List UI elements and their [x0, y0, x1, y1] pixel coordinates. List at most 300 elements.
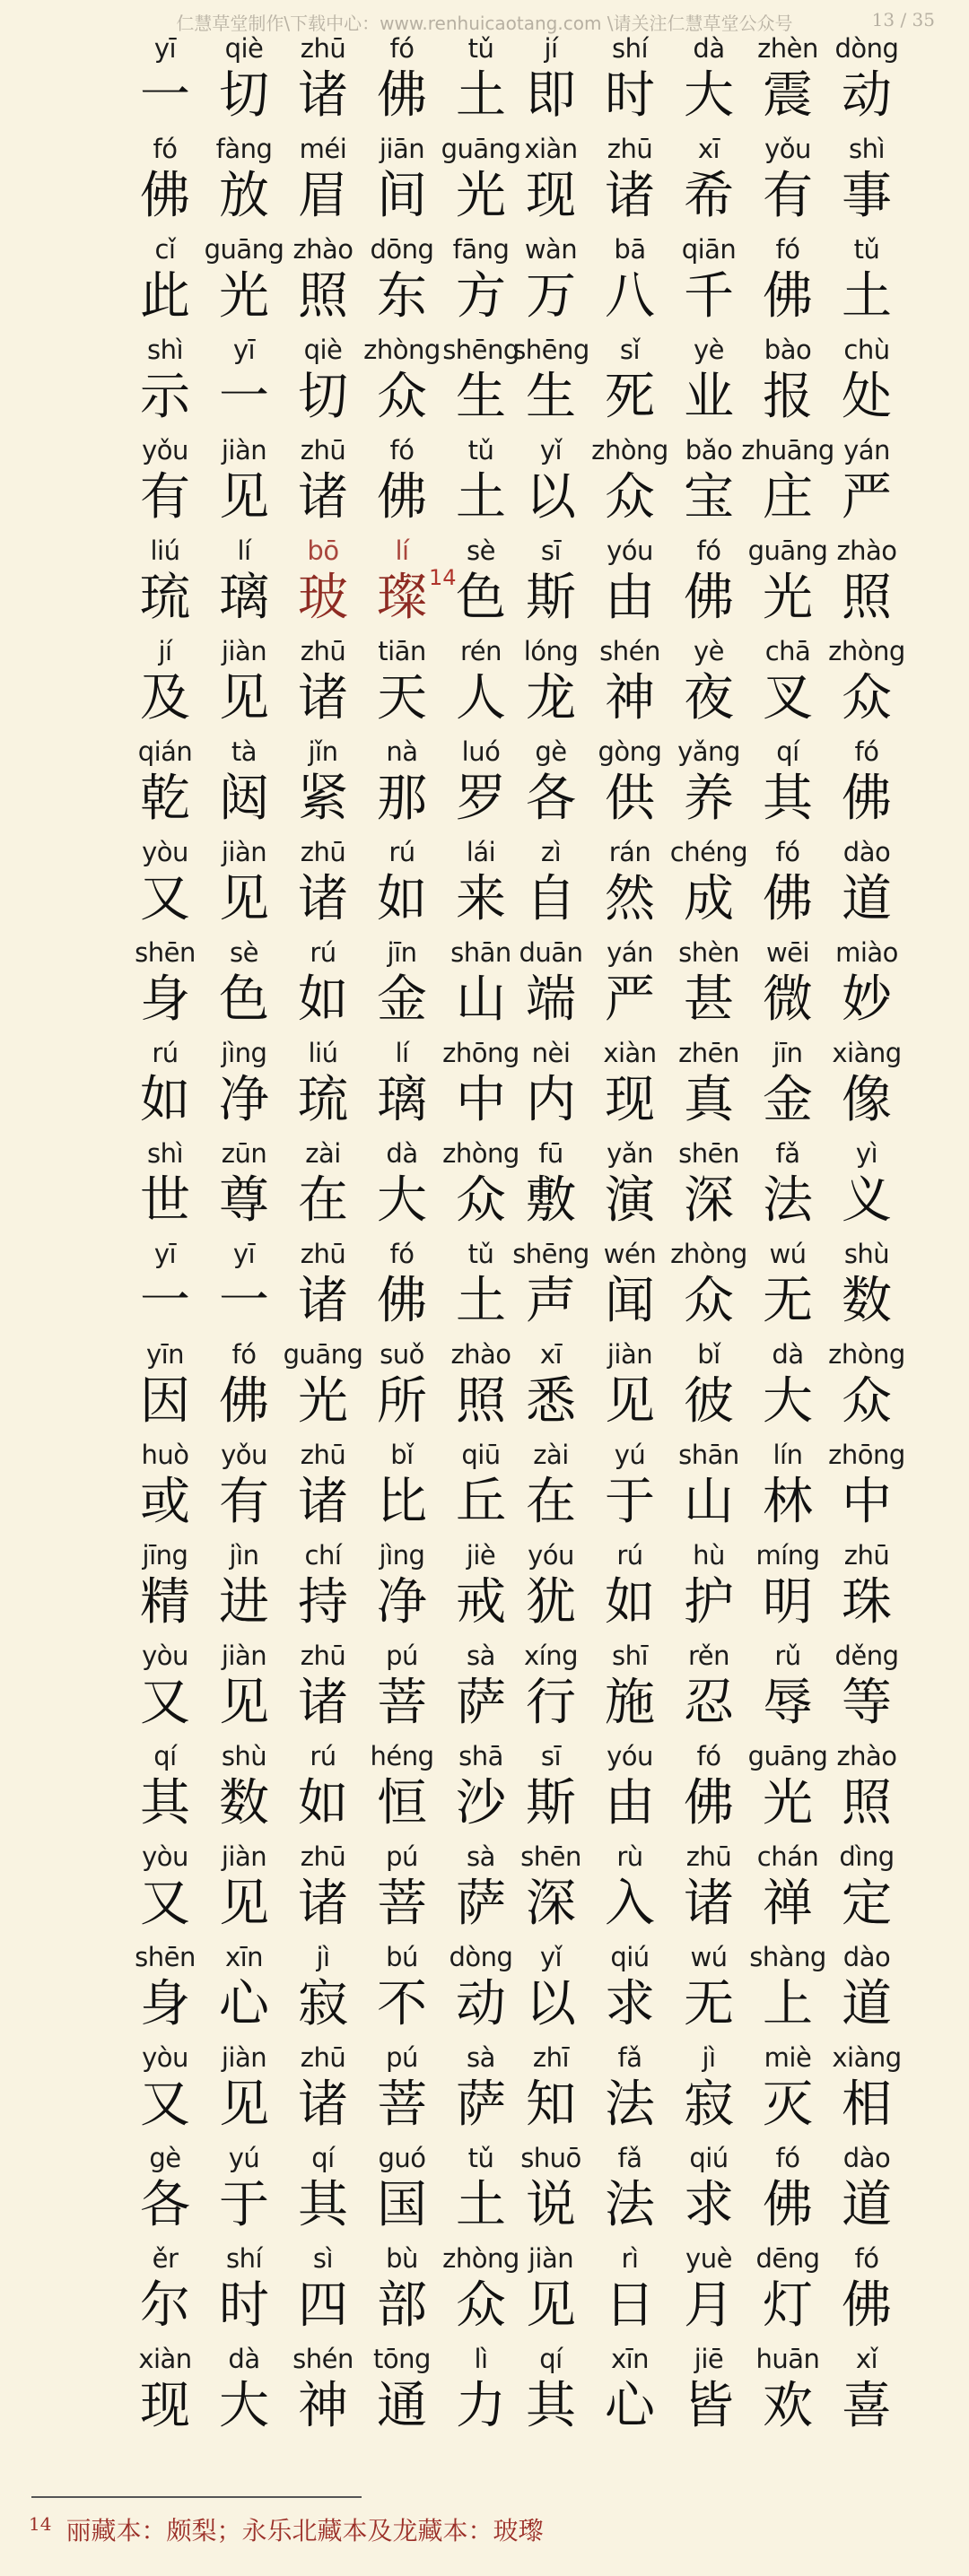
- pinyin: shuō: [520, 2143, 581, 2173]
- pinyin: shēn: [135, 1942, 196, 1972]
- hanzi: 斯: [526, 569, 576, 627]
- verse-character: [748, 1638, 827, 1738]
- pinyin: rú: [152, 1038, 179, 1068]
- pinyin: yóu: [607, 1741, 653, 1771]
- hanzi: 诸: [298, 870, 348, 928]
- verse-character: [748, 2140, 827, 2241]
- hanzi: 道: [842, 2176, 892, 2234]
- verse-character: [126, 1035, 205, 1136]
- footnote-divider: [31, 2496, 362, 2498]
- hanzi: 身: [140, 970, 190, 1029]
- hanzi: 数: [842, 1272, 892, 1330]
- verse-character: [205, 1638, 284, 1738]
- hanzi: 尔: [140, 2276, 190, 2335]
- hanzi: 由: [605, 569, 655, 627]
- hanzi: 金: [377, 970, 427, 1029]
- pinyin: qiú: [689, 2143, 729, 2173]
- pinyin: yú: [614, 1440, 646, 1470]
- hanzi: 端: [526, 970, 576, 1029]
- pinyin: dōng: [370, 234, 434, 265]
- verse-line: [511, 2140, 906, 2241]
- pinyin: fǎ: [617, 2143, 642, 2173]
- pinyin: tǔ: [467, 2143, 494, 2173]
- verse-character: [669, 734, 748, 834]
- pinyin: fó: [775, 234, 800, 265]
- pinyin: jí: [544, 33, 558, 64]
- hanzi: 大: [684, 66, 734, 125]
- hanzi: 玻: [298, 569, 348, 627]
- hanzi: 日: [605, 2276, 655, 2335]
- verse-character: [827, 2341, 906, 2441]
- verse-character: [441, 734, 520, 834]
- pinyin: tǔ: [853, 234, 880, 265]
- verse-character: [827, 2241, 906, 2341]
- hanzi: 宝: [684, 468, 734, 527]
- pinyin: shì: [146, 335, 184, 365]
- verse-character: [669, 30, 748, 131]
- pinyin: zhī: [532, 2042, 570, 2073]
- verse-character: [590, 1939, 669, 2040]
- pinyin: dào: [842, 2143, 891, 2173]
- verse-character: [590, 533, 669, 633]
- verse-character: [441, 1035, 520, 1136]
- pinyin: dēng: [755, 2243, 820, 2274]
- verse-character: [590, 332, 669, 432]
- verse-character: [284, 131, 362, 231]
- verse-character: [511, 1537, 590, 1638]
- pinyin: suǒ: [380, 1339, 424, 1370]
- pinyin: dà: [386, 1138, 418, 1169]
- hanzi: 养: [684, 770, 734, 828]
- verse-character: [284, 1035, 362, 1136]
- pinyin: zhòng: [828, 636, 905, 666]
- hanzi: 甚: [684, 970, 734, 1029]
- verse-character: [362, 1738, 441, 1839]
- hanzi: 土: [456, 66, 506, 125]
- pinyin: rǔ: [774, 1640, 801, 1671]
- hanzi: 那: [377, 770, 427, 828]
- hanzi: 时: [605, 66, 655, 125]
- pinyin: zhòng: [363, 335, 441, 365]
- verse-character: [205, 432, 284, 533]
- verse-character: [284, 332, 362, 432]
- verse-character: [362, 1437, 441, 1537]
- verse-character: [284, 533, 362, 633]
- hanzi: 上: [763, 1975, 813, 2033]
- verse-character: [362, 2040, 441, 2140]
- pinyin: yóu: [528, 1540, 574, 1571]
- pinyin: xī: [539, 1339, 563, 1370]
- hanzi: 诸: [298, 1473, 348, 1531]
- verse-character: [284, 231, 362, 332]
- pinyin: xiàn: [524, 134, 578, 164]
- hanzi: 菩: [377, 1674, 427, 1732]
- pinyin: rán: [608, 837, 651, 867]
- hanzi: 光: [298, 1372, 348, 1431]
- hanzi: 明: [763, 1573, 813, 1632]
- hanzi: 心: [605, 2377, 655, 2435]
- verse-character: [126, 2241, 205, 2341]
- hanzi: 禅: [763, 1875, 813, 1933]
- pinyin: qiū: [461, 1440, 501, 1470]
- hanzi: 山: [456, 970, 506, 1029]
- hanzi: 神: [605, 669, 655, 727]
- hanzi: 于: [219, 2176, 269, 2234]
- hanzi: 自: [526, 870, 576, 928]
- pinyin: fāng: [452, 234, 510, 265]
- hanzi: 千: [684, 267, 734, 326]
- pinyin: zhū: [300, 1640, 346, 1671]
- verse-character: [511, 231, 590, 332]
- pinyin: shēng: [442, 335, 519, 365]
- verse-character: [362, 1236, 441, 1336]
- verse-character: [511, 935, 590, 1035]
- pinyin: fó: [696, 1741, 721, 1771]
- pinyin: jiàn: [221, 435, 267, 466]
- hanzi: 行: [526, 1674, 576, 1732]
- pinyin: fó: [389, 1239, 415, 1269]
- hanzi: 由: [605, 1774, 655, 1832]
- verse-character: [441, 1537, 520, 1638]
- verse-character: [441, 1638, 520, 1738]
- verse-line: [126, 1638, 520, 1738]
- verse-character: [669, 935, 748, 1035]
- pinyin: zhū: [300, 33, 346, 64]
- pinyin: fó: [775, 837, 800, 867]
- pinyin: bǎo: [685, 435, 733, 466]
- verse-character: [511, 432, 590, 533]
- verse-line: [511, 633, 906, 734]
- hanzi: 无: [763, 1272, 813, 1330]
- hanzi: 如: [605, 1573, 655, 1632]
- pinyin: shān: [450, 937, 511, 968]
- verse-character: [205, 231, 284, 332]
- verse-character: [284, 432, 362, 533]
- verse-character: [827, 1035, 906, 1136]
- verse-character: [205, 2140, 284, 2241]
- pinyin: yòu: [142, 2042, 188, 2073]
- verse-character: [126, 734, 205, 834]
- verse-character: [126, 332, 205, 432]
- hanzi: 璃: [377, 1071, 427, 1129]
- hanzi: 照: [456, 1372, 506, 1431]
- verse-character: [669, 432, 748, 533]
- pinyin: dòng: [449, 1942, 513, 1972]
- verse-character: [590, 834, 669, 935]
- verse-character: [669, 231, 748, 332]
- pinyin: miào: [835, 937, 898, 968]
- pinyin: guāng: [204, 234, 284, 265]
- page-number: 13 / 35: [871, 9, 935, 30]
- verse-character: [284, 1939, 362, 2040]
- pinyin: rì: [621, 2243, 639, 2274]
- verse-character: [669, 131, 748, 231]
- header-source-text: 仁慧草堂制作\下载中心：www.renhuicaotang.com \请关注仁慧草堂公众号: [176, 13, 793, 34]
- hanzi: 身: [140, 1975, 190, 2033]
- hanzi: 林: [763, 1473, 813, 1531]
- hanzi: 以: [526, 468, 576, 527]
- pinyin: yǐ: [539, 435, 563, 466]
- verse-line: [126, 1437, 520, 1537]
- verse-character: [284, 2341, 362, 2441]
- verse-character: [669, 1336, 748, 1437]
- pinyin: shēng: [512, 1239, 589, 1269]
- pinyin: shā: [458, 1741, 503, 1771]
- verse-character: [284, 834, 362, 935]
- verse-character: [362, 1839, 441, 1939]
- pinyin: jí: [158, 636, 172, 666]
- verse-character: [590, 432, 669, 533]
- verse-character: [441, 834, 520, 935]
- hanzi: 紧: [298, 770, 348, 828]
- pinyin: shān: [678, 1440, 739, 1470]
- verse-character: [284, 1136, 362, 1236]
- verse-line: [126, 2241, 520, 2341]
- hanzi: 严: [605, 970, 655, 1029]
- pinyin: jiàn: [221, 2042, 267, 2073]
- hanzi: 四: [298, 2276, 348, 2335]
- hanzi: 间: [377, 167, 427, 225]
- pinyin: shì: [146, 1138, 184, 1169]
- hanzi: 法: [763, 1171, 813, 1230]
- hanzi: 声: [526, 1272, 576, 1330]
- hanzi: 然: [605, 870, 655, 928]
- verse-line: [126, 1738, 520, 1839]
- verse-character: [669, 1437, 748, 1537]
- pinyin: nà: [386, 736, 418, 767]
- hanzi: 处: [842, 368, 892, 426]
- pinyin: luó: [461, 736, 501, 767]
- verse-line: [126, 633, 520, 734]
- verse-character: [511, 1939, 590, 2040]
- hanzi: 佛: [763, 2176, 813, 2234]
- hanzi: 萨: [456, 1875, 506, 1933]
- footnote-reference[interactable]: 14: [429, 565, 457, 590]
- hanzi: 众: [456, 2276, 506, 2335]
- pinyin: zhōng: [442, 1038, 519, 1068]
- hanzi: 像: [842, 1071, 892, 1129]
- hanzi: 珠: [842, 1573, 892, 1632]
- verse-character: [669, 2140, 748, 2241]
- pinyin: shēng: [512, 335, 589, 365]
- verse-character: [511, 1336, 590, 1437]
- pinyin: pú: [386, 2042, 418, 2073]
- verse-line: [511, 734, 906, 834]
- verse-character: [669, 2241, 748, 2341]
- pinyin: shì: [848, 134, 886, 164]
- verse-character: [827, 834, 906, 935]
- hanzi: 数: [219, 1774, 269, 1832]
- pinyin: sà: [467, 2042, 495, 2073]
- pinyin: chí: [304, 1540, 342, 1571]
- hanzi: 龙: [526, 669, 576, 727]
- hanzi: 佛: [842, 2276, 892, 2335]
- verse-character: [748, 131, 827, 231]
- pinyin: bù: [386, 2243, 418, 2274]
- hanzi: 放: [219, 167, 269, 225]
- verse-character: [126, 1939, 205, 2040]
- verse-character: [590, 2040, 669, 2140]
- verse-line: [511, 1939, 906, 2040]
- verse-line: [126, 533, 520, 633]
- hanzi: 现: [140, 2377, 190, 2435]
- verse-character: [205, 935, 284, 1035]
- hanzi: 震: [763, 66, 813, 125]
- pinyin: jiān: [379, 134, 425, 164]
- pinyin: zhào: [836, 535, 897, 566]
- pinyin: zhū: [300, 1440, 346, 1470]
- verse-character: [205, 2241, 284, 2341]
- pinyin: shí: [611, 33, 649, 64]
- hanzi: 寂: [298, 1975, 348, 2033]
- pinyin: xī: [697, 134, 720, 164]
- verse-character: [362, 332, 441, 432]
- verse-character: [590, 2341, 669, 2441]
- pinyin: bā: [614, 234, 646, 265]
- verse-line: [511, 2040, 906, 2140]
- pinyin: zhēn: [678, 1038, 739, 1068]
- verse-character: [511, 1437, 590, 1537]
- pinyin: rén: [459, 636, 502, 666]
- verse-character: [511, 332, 590, 432]
- verse-line: [126, 231, 520, 332]
- pinyin: zhū: [685, 1841, 732, 1872]
- hanzi: 土: [842, 267, 892, 326]
- verse-character: [205, 30, 284, 131]
- pinyin: qiè: [224, 33, 264, 64]
- hanzi: 在: [298, 1171, 348, 1230]
- verse-character: [827, 1236, 906, 1336]
- hanzi: 生: [456, 368, 506, 426]
- verse-character: [827, 432, 906, 533]
- hanzi: 于: [605, 1473, 655, 1531]
- verse-character: [748, 533, 827, 633]
- hanzi: 中: [456, 1071, 506, 1129]
- verse-line: [511, 2241, 906, 2341]
- hanzi: 悉: [526, 1372, 576, 1431]
- pinyin: yè: [693, 335, 724, 365]
- verse-character: [205, 332, 284, 432]
- pinyin: guāng: [747, 1741, 828, 1771]
- hanzi: 一: [140, 66, 190, 125]
- hanzi: 人: [456, 669, 506, 727]
- hanzi: 知: [526, 2076, 576, 2134]
- hanzi: 光: [763, 1774, 813, 1832]
- hanzi: 说: [526, 2176, 576, 2234]
- hanzi: 金: [763, 1071, 813, 1129]
- pinyin: liú: [308, 1038, 338, 1068]
- hanzi: 演: [605, 1171, 655, 1230]
- hanzi: 众: [605, 468, 655, 527]
- pinyin: dào: [842, 1942, 891, 1972]
- verse-character: [748, 633, 827, 734]
- verse-character: [669, 2040, 748, 2140]
- pinyin: zūn: [221, 1138, 267, 1169]
- verse-character: [362, 131, 441, 231]
- verse-character: [126, 1437, 205, 1537]
- verse-line: [511, 1236, 906, 1336]
- hanzi: 持: [298, 1573, 348, 1632]
- verse-character: [362, 1336, 441, 1437]
- verse-character: [126, 30, 205, 131]
- verse-character: [590, 131, 669, 231]
- verse-character: [362, 533, 457, 633]
- pinyin: rú: [616, 1540, 643, 1571]
- verse-character: [669, 1537, 748, 1638]
- hanzi: 色: [456, 569, 506, 627]
- hanzi: 供: [605, 770, 655, 828]
- pinyin: wàn: [524, 234, 578, 265]
- hanzi: 所: [377, 1372, 427, 1431]
- pinyin: yǒu: [221, 1440, 267, 1470]
- pinyin: fó: [775, 2143, 800, 2173]
- verse-character: [511, 533, 590, 633]
- hanzi: 见: [605, 1372, 655, 1431]
- verse-character: [511, 734, 590, 834]
- footnote: [29, 2511, 543, 2547]
- hanzi: 夜: [684, 669, 734, 727]
- pinyin: gòng: [598, 736, 662, 767]
- verse-character: [748, 30, 827, 131]
- pinyin: fó: [389, 435, 415, 466]
- hanzi: 八: [605, 267, 655, 326]
- verse-character: [511, 2341, 590, 2441]
- pinyin: xǐ: [855, 2344, 878, 2374]
- pinyin: zhū: [300, 435, 346, 466]
- pinyin: qí: [539, 2344, 563, 2374]
- hanzi: 各: [526, 770, 576, 828]
- pinyin: zhū: [843, 1540, 890, 1571]
- pinyin: děng: [834, 1640, 899, 1671]
- verse-character: [827, 1537, 906, 1638]
- pinyin: shēn: [135, 937, 196, 968]
- hanzi: 及: [140, 669, 190, 727]
- hanzi: 佛: [377, 468, 427, 527]
- hanzi: 如: [298, 970, 348, 1029]
- verse-character: [827, 1437, 906, 1537]
- verse-character: [748, 1437, 827, 1537]
- pinyin: duān: [519, 937, 583, 968]
- pinyin: fó: [153, 134, 178, 164]
- verse-character: [748, 1839, 827, 1939]
- footnote-number: 14: [29, 2513, 52, 2535]
- verse-character: [669, 332, 748, 432]
- hanzi: 照: [298, 267, 348, 326]
- hanzi: 死: [605, 368, 655, 426]
- pinyin: huān: [755, 2344, 820, 2374]
- hanzi: 诸: [298, 468, 348, 527]
- pinyin: dà: [693, 33, 725, 64]
- verse-line: [511, 1738, 906, 1839]
- pinyin: lín: [773, 1440, 803, 1470]
- pinyin: fū: [538, 1138, 563, 1169]
- hanzi: 来: [456, 870, 506, 928]
- hanzi: 如: [298, 1774, 348, 1832]
- pinyin: xīn: [610, 2344, 650, 2374]
- hanzi: 法: [605, 2076, 655, 2134]
- hanzi: 光: [219, 267, 269, 326]
- pinyin: chéng: [669, 837, 748, 867]
- pinyin: zhòng: [591, 435, 668, 466]
- pinyin: xīn: [224, 1942, 264, 1972]
- verse-character: [362, 935, 441, 1035]
- hanzi: 敷: [526, 1171, 576, 1230]
- pinyin: zhòng: [670, 1239, 747, 1269]
- verse-character: [362, 834, 441, 935]
- hanzi: 精: [140, 1573, 190, 1632]
- pinyin: jìng: [379, 1540, 425, 1571]
- pinyin: jìng: [221, 1038, 267, 1068]
